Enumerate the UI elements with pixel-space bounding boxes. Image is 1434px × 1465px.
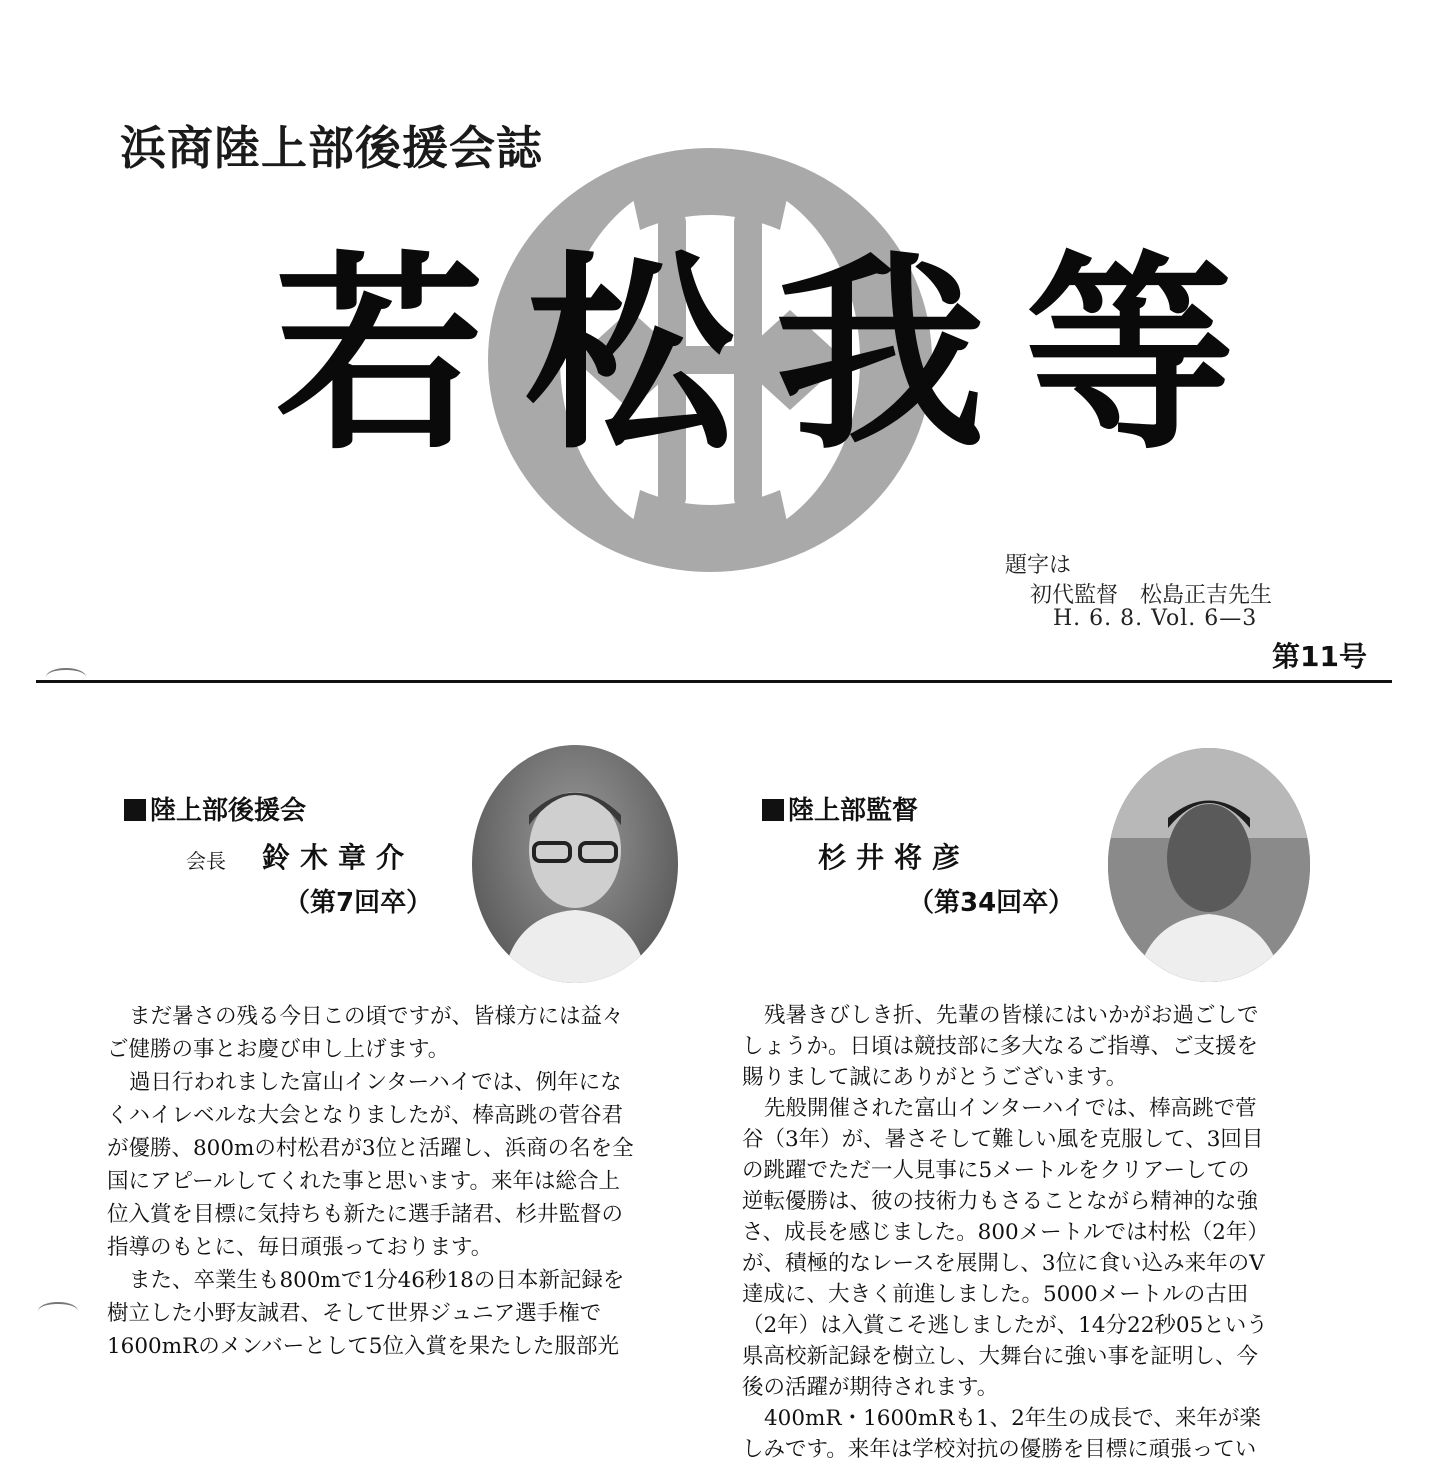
text-line: 1600mRのメンバーとして5位入賞を果たした服部光: [107, 1334, 619, 1359]
text-line: しょうか。日頃は競技部に多大なるご指導、ご支援を: [742, 1034, 1259, 1059]
text-line: 賜りまして誠にありがとうございます。: [742, 1065, 1128, 1090]
text-line: まだ暑さの残る今日この頃ですが、皆様方には益々: [129, 1004, 624, 1029]
portrait-icon: [472, 745, 678, 983]
text-line: （2年）は入賞こそ逃しましたが、14分22秒05という: [742, 1313, 1268, 1338]
title-char-4: 等: [1024, 231, 1235, 478]
text-line: 残暑きびしき折、先輩の皆様にはいかがお過ごしで: [764, 1003, 1259, 1028]
coach-portrait: [1108, 748, 1310, 982]
text-line: しみです。来年は学校対抗の優勝を目標に頑張ってい: [742, 1437, 1257, 1462]
square-bullet-icon: [762, 799, 784, 821]
text-line: 県高校新記録を樹立し、大舞台に強い事を証明し、今: [742, 1344, 1259, 1369]
text-line: また、卒業生も800mで1分46秒18の日本新記録を: [129, 1268, 625, 1293]
text-line: 逆転優勝は、彼の技術力もさることながら精神的な強: [742, 1189, 1259, 1214]
text-line: 過日行われました富山インターハイでは、例年にな: [129, 1070, 622, 1095]
magazine-title: [275, 225, 1235, 485]
text-line: ご健勝の事とお慶び申し上げます。: [107, 1037, 450, 1062]
text-line: 樹立した小野友誠君、そして世界ジュニア選手権で: [107, 1301, 602, 1326]
text-line: が、積極的なレースを展開し、3位に食い込み来年のV: [742, 1251, 1265, 1276]
text-line: 国にアピールしてくれた事と思います。来年は総合上: [107, 1169, 620, 1194]
president-portrait: [472, 745, 678, 983]
calligraphy-caption: 題字は: [1005, 553, 1072, 578]
text-line: さ、成長を感じました。800メートルでは村松（2年）: [742, 1220, 1269, 1245]
punch-hole-mark: [38, 1302, 78, 1320]
square-bullet-icon: [124, 799, 146, 821]
text-line: 達成に、大きく前進しました。5000メートルの古田: [742, 1282, 1249, 1307]
president-message: [107, 1000, 697, 1363]
text-line: 谷（3年）が、暑さそして難しい風を克服して、3回目: [742, 1127, 1264, 1152]
text-line: 後の活躍が期待されます。: [742, 1375, 999, 1400]
issue-number: 第11号: [1272, 640, 1367, 673]
text-line: 先般開催された富山インターハイでは、棒高跳で菅: [764, 1096, 1257, 1121]
header-divider: [36, 680, 1392, 683]
left-section-heading: 陸上部後援会: [124, 790, 306, 827]
text-line: くハイレベルな大会となりましたが、棒高跳の菅谷君: [107, 1103, 624, 1128]
text-line: 400mR・1600mRも1、2年生の成長で、来年が楽: [764, 1406, 1261, 1431]
calligrapher-credit: 初代監督 松島正吉先生: [1030, 583, 1273, 608]
president-graduation: （第7回卒）: [284, 888, 433, 918]
text-line: が優勝、800mの村松君が3位と活躍し、浜商の名を全: [107, 1136, 634, 1161]
president-name: 鈴木章介: [262, 841, 415, 874]
volume-date: H. 6. 8. Vol. 6—3: [1053, 606, 1258, 631]
portrait-icon: [1108, 748, 1310, 982]
text-line: の跳躍でただ一人見事に5メートルをクリアーしての: [742, 1158, 1250, 1183]
coach-message: [742, 1000, 1332, 1465]
title-char-3: 我: [774, 231, 985, 478]
text-line: 指導のもとに、毎日頑張っております。: [107, 1235, 493, 1260]
president-role: 会長: [186, 849, 226, 873]
magazine-subtitle: 浜商陸上部後援会誌: [120, 121, 543, 175]
right-section-heading: 陸上部監督: [762, 790, 918, 827]
text-line: 位入賞を目標に気持ちも新たに選手諸君、杉井監督の: [107, 1202, 624, 1227]
coach-name: 杉井将彦: [818, 841, 971, 874]
punch-hole-mark: [46, 668, 86, 686]
coach-graduation: （第34回卒）: [908, 888, 1075, 918]
title-char-1: 若: [275, 231, 486, 478]
title-char-2: 松: [524, 231, 735, 478]
